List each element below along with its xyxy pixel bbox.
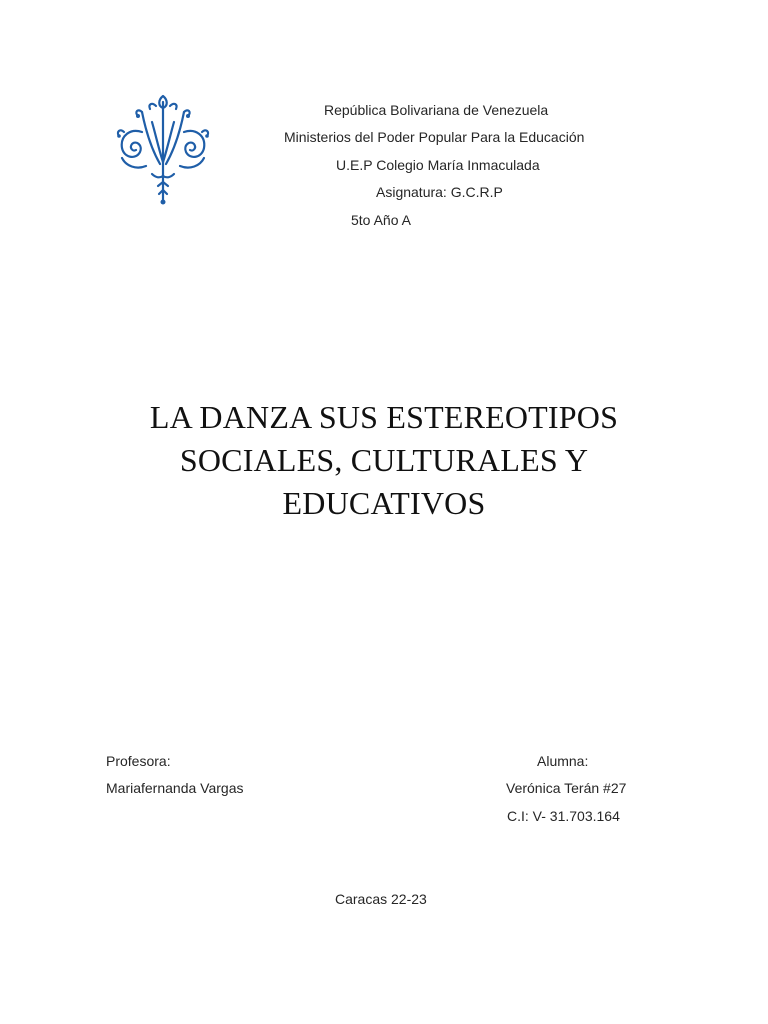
header-grade: 5to Año A: [351, 212, 411, 228]
header-subject: Asignatura: G.C.R.P: [376, 184, 503, 200]
student-label: Alumna:: [537, 753, 589, 769]
title-line-1: LA DANZA SUS ESTEREOTIPOS: [149, 399, 619, 435]
header-school: U.E.P Colegio María Inmaculada: [336, 157, 540, 173]
marian-monogram-crest-icon: [112, 92, 214, 208]
title-line-2: SOCIALES, CULTURALES Y: [179, 442, 589, 478]
teacher-label: Profesora:: [106, 753, 171, 769]
student-name: Verónica Terán #27: [506, 780, 627, 796]
header-country: República Bolivariana de Venezuela: [324, 102, 549, 118]
school-logo: [112, 92, 214, 208]
document-title: [120, 396, 648, 525]
title-line-3: EDUCATIVOS: [282, 485, 486, 521]
place-date: Caracas 22-23: [335, 891, 427, 907]
student-id: C.I: V- 31.703.164: [507, 808, 620, 824]
header-ministry: Ministerios del Poder Popular Para la Educación: [284, 129, 585, 145]
teacher-name: Mariafernanda Vargas: [106, 780, 244, 796]
